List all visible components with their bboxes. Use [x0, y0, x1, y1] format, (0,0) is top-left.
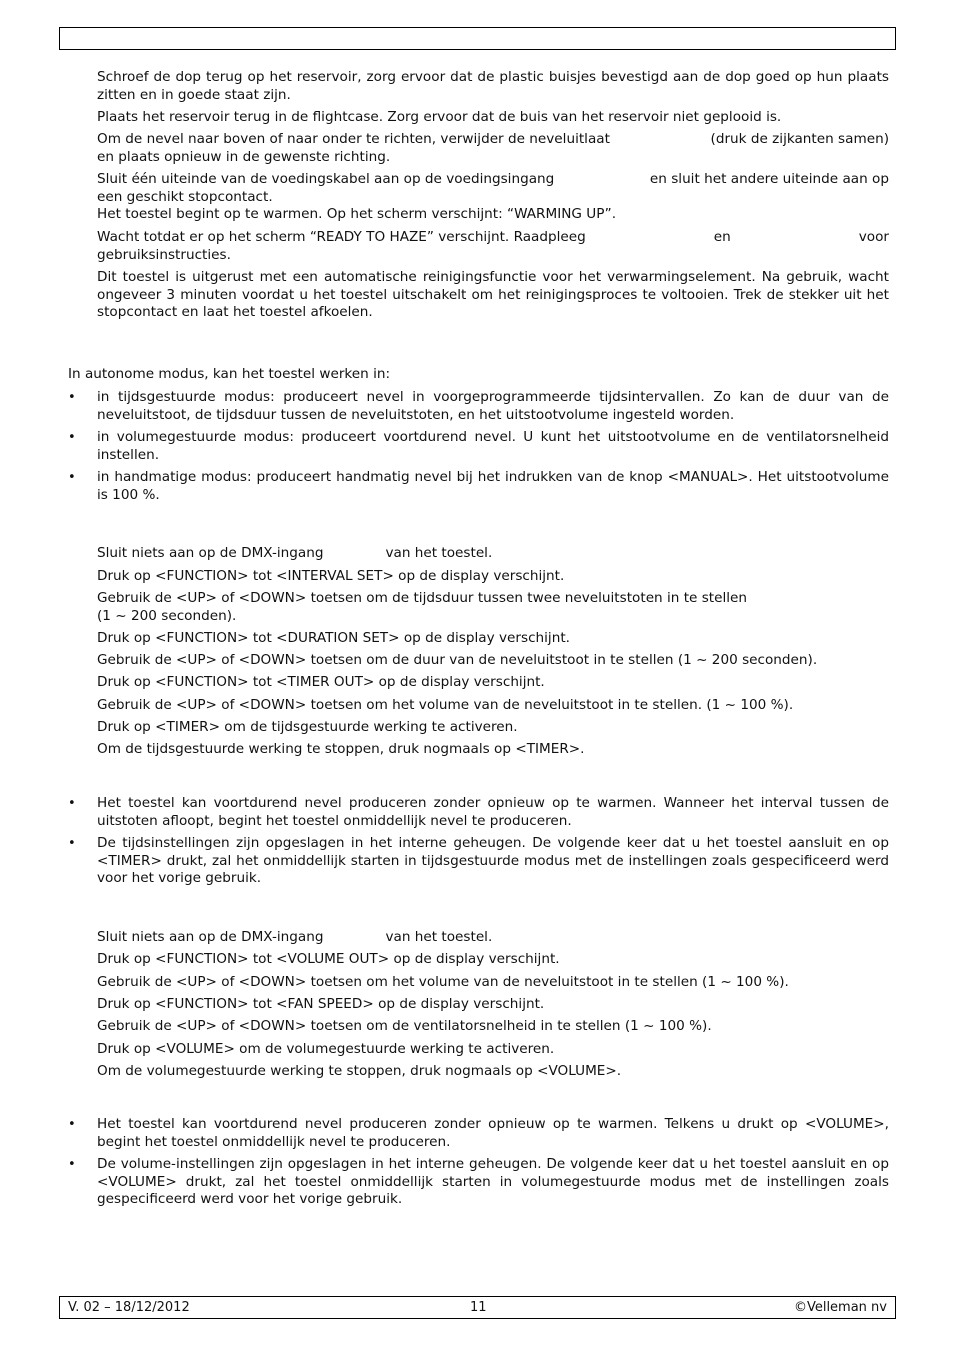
bullet-symbol: •	[68, 1157, 76, 1172]
volume-step-stop: Om de volumegestuurde werking te stoppen, druk nogmaals op <VOLUME>.	[97, 1063, 622, 1079]
bullet-symbol: •	[68, 1117, 76, 1132]
bullet-symbol: •	[68, 430, 76, 445]
bullet-symbol: •	[68, 796, 76, 811]
step-nozzle-text-a: Om de nevel naar boven of naar onder te richten, verwijder de neveluitlaat	[97, 131, 610, 147]
step-warming-up: Het toestel begint op te warmen. Op het scherm verschijnt: “WARMING UP”.	[97, 206, 617, 222]
step-replace-reservoir: Plaats het reservoir terug in de flightcase. Zorg ervoor dat de buis van het reservoir niet geplooid is.	[97, 109, 782, 125]
step-ready-text-a: Wacht totdat er op het scherm “READY TO HAZE” verschijnt. Raadpleeg	[97, 229, 586, 245]
step-nozzle-direction	[97, 131, 889, 166]
page-footer	[59, 1296, 896, 1319]
volume-step-fan-speed: Druk op <FUNCTION> tot <FAN SPEED> op de display verschijnt.	[97, 996, 545, 1012]
bullet-symbol: •	[68, 390, 76, 405]
step-power-text-a: Sluit één uiteinde van de voedingskabel aan op de voedingsingang	[97, 171, 555, 187]
timer-step-stop: Om de tijdsgestuurde werking te stoppen, druk nogmaals op <TIMER>.	[97, 741, 585, 757]
timer-step-interval-adjust-a: Gebruik de <UP> of <DOWN> toetsen om de tijdsduur tussen twee neveluitstoten in te stellen	[97, 590, 748, 606]
timer-note-continuous: Het toestel kan voortdurend nevel produceren zonder opnieuw op te warmen. Wanneer het interval tussen de uitstoten afloopt, begint het toestel onmiddellijk nevel te produceren.	[97, 795, 889, 829]
timer-step-dmx	[97, 545, 889, 563]
mode-manual-description: in handmatige modus: produceert handmatig nevel bij het indrukken van de knop <MANUAL>. Het uitstootvolume is 100 %.	[97, 469, 889, 503]
step-ready-text-c: voor	[858, 229, 889, 245]
timer-step-interval-adjust	[97, 590, 889, 625]
volume-step-dmx-a: Sluit niets aan op de DMX-ingang	[97, 929, 324, 945]
timer-step-activate: Druk op <TIMER> om de tijdsgestuurde werking te activeren.	[97, 719, 518, 735]
timer-note-memory: De tijdsinstellingen zijn opgeslagen in het interne geheugen. De volgende keer dat u het toestel aansluit en op <TIMER> drukt, zal het onmiddellijk starten in tijdsgestuurde modus met de instellingen zoals gespecificeerd werd voor het vorige gebruik.	[97, 835, 889, 886]
step-ready-to-haze	[97, 229, 889, 264]
volume-note-continuous: Het toestel kan voortdurend nevel produceren zonder opnieuw op te warmen. Telkens u drukt op <VOLUME>, begint het toestel onmiddellijk nevel te produceren.	[97, 1116, 889, 1150]
timer-step-duration-set: Druk op <FUNCTION> tot <DURATION SET> op de display verschijnt.	[97, 630, 570, 646]
autonomous-intro: In autonome modus, kan het toestel werken in:	[68, 366, 391, 382]
footer-version: V. 02 – 18/12/2012	[68, 1300, 190, 1315]
step-ready-text-b: en	[713, 229, 731, 245]
volume-step-volume-out: Druk op <FUNCTION> tot <VOLUME OUT> op de display verschijnt.	[97, 951, 560, 967]
page-header-box	[59, 27, 896, 50]
timer-step-dmx-b: van het toestel.	[385, 545, 493, 561]
timer-step-volume-adjust: Gebruik de <UP> of <DOWN> toetsen om het volume van de neveluitstoot in te stellen. (1 ~ 100 %).	[97, 697, 794, 713]
volume-step-activate: Druk op <VOLUME> om de volumegestuurde werking te activeren.	[97, 1041, 555, 1057]
step-power-text-b: en sluit het andere uiteinde aan op	[649, 171, 889, 187]
volume-note-memory: De volume-instellingen zijn opgeslagen in het interne geheugen. De volgende keer dat u het toestel aansluit en op <VOLUME> drukt, zal het toestel onmiddellijk starten in volumegestuurde modus met de instellingen zoals gespecificeerd werd voor het vorige gebruik.	[97, 1156, 889, 1207]
timer-step-duration-adjust: Gebruik de <UP> of <DOWN> toetsen om de duur van de neveluitstoot in te stellen (1 ~ 200 seconden).	[97, 652, 818, 668]
step-nozzle-text-c: en plaats opnieuw in de gewenste richting.	[97, 148, 391, 165]
timer-step-interval-set: Druk op <FUNCTION> tot <INTERVAL SET> op de display verschijnt.	[97, 568, 565, 584]
step-power-cable	[97, 171, 889, 224]
timer-step-dmx-a: Sluit niets aan op de DMX-ingang	[97, 545, 324, 561]
volume-step-volume-adjust: Gebruik de <UP> of <DOWN> toetsen om het volume van de neveluitstoot in te stellen (1 ~ 100 %).	[97, 974, 789, 990]
step-power-text-c: een geschikt stopcontact.	[97, 188, 273, 205]
volume-step-dmx-b: van het toestel.	[385, 929, 493, 945]
timer-step-interval-adjust-b: (1 ~ 200 seconden).	[97, 607, 237, 624]
step-nozzle-text-b: (druk de zijkanten samen)	[710, 131, 889, 147]
bullet-symbol: •	[68, 470, 76, 485]
step-cleaning-function: Dit toestel is uitgerust met een automatische reinigingsfunctie voor het verwarmingselement. Na gebruik, wacht ongeveer 3 minuten voordat u het toestel uitschakelt om het reinigingsproces te voltooien. Trek de stekker uit het stopcontact en laat het toestel afkoelen.	[97, 269, 889, 320]
mode-volume-description: in volumegestuurde modus: produceert voortdurend nevel. U kunt het uitstootvolume en de ventilatorsnelheid instellen.	[97, 429, 889, 463]
step-replace-cap: Schroef de dop terug op het reservoir, zorg ervoor dat de plastic buisjes bevestigd aan de dop goed op hun plaats zitten en in goede staat zijn.	[97, 69, 889, 103]
timer-step-timer-out: Druk op <FUNCTION> tot <TIMER OUT> op de display verschijnt.	[97, 674, 545, 690]
footer-page-number: 11	[470, 1300, 487, 1315]
bullet-symbol: •	[68, 836, 76, 851]
volume-step-fan-adjust: Gebruik de <UP> of <DOWN> toetsen om de ventilatorsnelheid in te stellen (1 ~ 100 %).	[97, 1018, 712, 1034]
step-ready-text-d: gebruiksinstructies.	[97, 246, 231, 263]
mode-timer-description: in tijdsgestuurde modus: produceert nevel in voorgeprogrammeerde tijdsintervallen. Zo kan de duur van de neveluitstoot, de tijdsduur tussen de neveluitstoten, en het uitstootvolume ingesteld worden.	[97, 389, 889, 423]
volume-step-dmx	[97, 929, 889, 947]
footer-copyright: ©Velleman nv	[793, 1300, 887, 1315]
